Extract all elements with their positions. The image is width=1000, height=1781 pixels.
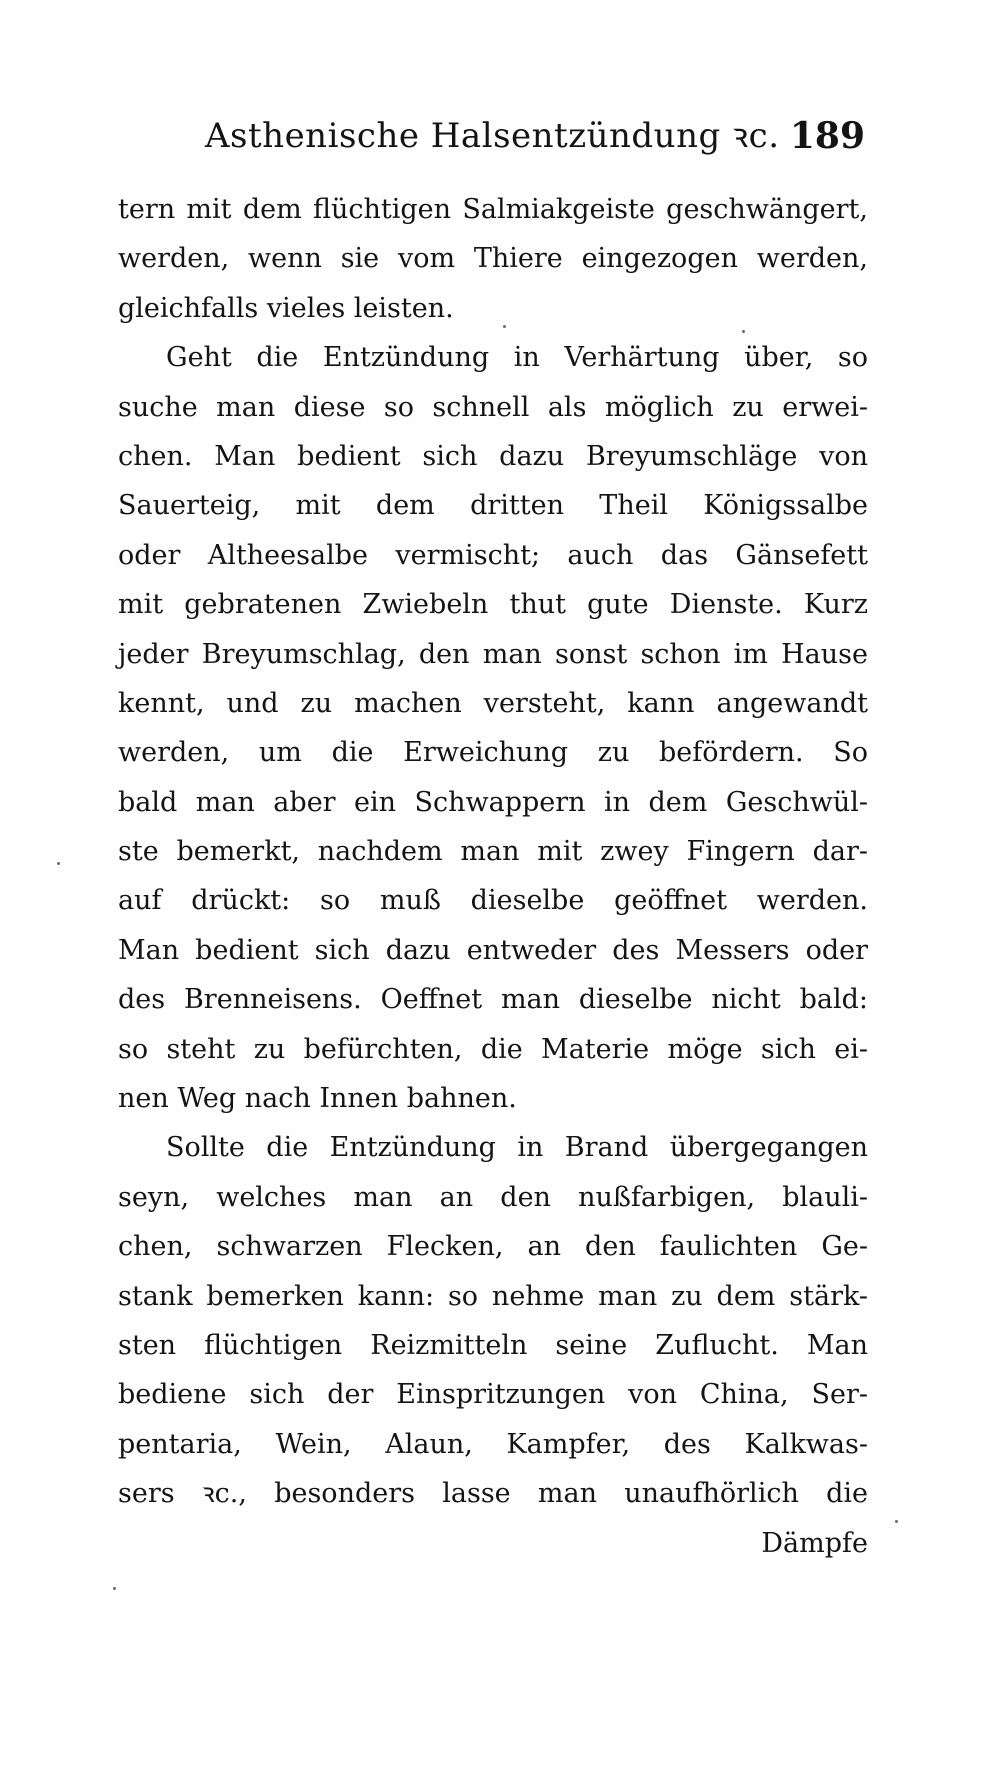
text-line: sten flüchtigen Reizmitteln seine Zuflucht. Man	[118, 1329, 868, 1361]
text-line: des Brenneisens. Oeffnet man dieselbe nicht bald:	[118, 984, 868, 1016]
page-number: 189	[789, 115, 865, 157]
text-line: ste bemerkt, nachdem man mit zwey Fingern dar-	[118, 836, 868, 868]
text-line: so steht zu befürchten, die Materie möge sich ei-	[118, 1033, 868, 1065]
text-line: sers ꝛc., besonders lasse man unaufhörlich die	[118, 1478, 868, 1510]
print-speck	[895, 1520, 898, 1523]
paragraph-1	[118, 185, 868, 333]
paragraph-2	[118, 333, 868, 1123]
text-line: chen. Man bedient sich dazu Breyumschläge von	[118, 440, 868, 472]
print-speck	[503, 325, 506, 328]
text-line: tern mit dem flüchtigen Salmiakgeiste geschwängert,	[118, 194, 868, 225]
print-speck	[113, 1587, 116, 1590]
text-line: oder Altheesalbe vermischt; auch das Gänsefett	[118, 539, 868, 571]
text-line: kennt, und zu machen versteht, kann angewandt	[118, 687, 868, 719]
text-line: gleichfalls vieles leisten.	[118, 292, 454, 324]
text-line: auf drückt: so muß dieselbe geöffnet werden.	[118, 885, 868, 917]
text-line: Man bedient sich dazu entweder des Messers oder	[118, 934, 868, 966]
text-line: Geht die Entzündung in Verhärtung über, so	[166, 342, 868, 374]
text-line: bediene sich der Einspritzungen von China, Ser-	[118, 1379, 868, 1411]
text-line: seyn, welches man an den nußfarbigen, blauli-	[118, 1181, 868, 1213]
text-line: werden, wenn sie vom Thiere eingezogen werden,	[118, 243, 868, 275]
text-line: Sauerteig, mit dem dritten Theil Königssalbe	[118, 490, 868, 522]
text-line: pentaria, Wein, Alaun, Kampfer, des Kalkwas-	[118, 1428, 868, 1460]
text-line: bald man aber ein Schwappern in dem Geschwül-	[118, 786, 868, 818]
running-title: Asthenische Halsentzündung ꝛc.	[205, 116, 780, 156]
running-head	[205, 112, 865, 160]
text-line: Sollte die Entzündung in Brand übergegangen	[166, 1132, 868, 1164]
text-line: nen Weg nach Innen bahnen.	[118, 1083, 517, 1115]
paragraph-3	[118, 1123, 868, 1518]
catchword: Dämpfe	[761, 1527, 868, 1559]
body-text	[118, 185, 868, 1568]
text-line: werden, um die Erweichung zu befördern. So	[118, 737, 868, 769]
print-speck	[742, 330, 745, 333]
text-line: chen, schwarzen Flecken, an den faulichten Ge-	[118, 1231, 868, 1263]
text-line: stank bemerken kann: so nehme man zu dem stärk-	[118, 1280, 868, 1312]
print-speck	[57, 862, 60, 865]
text-line: suche man diese so schnell als möglich zu erwei-	[118, 391, 868, 423]
text-line: jeder Breyumschlag, den man sonst schon im Hause	[118, 638, 868, 670]
text-line: mit gebratenen Zwiebeln thut gute Dienste. Kurz	[118, 589, 868, 621]
